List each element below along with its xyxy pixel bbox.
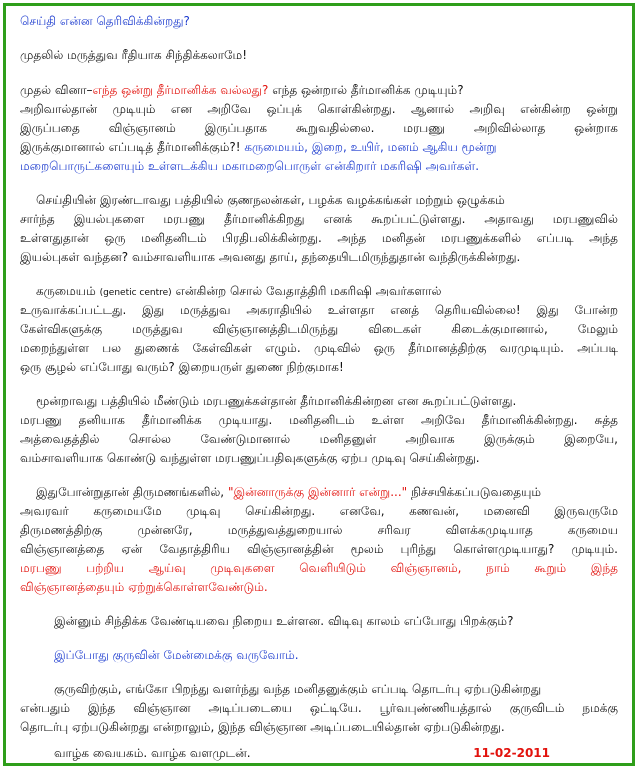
- p3-line-5: ஒரு சூழல் எப்போது வரும்? இறையருள் துணை நிற்குமாக!: [20, 360, 344, 374]
- p5-line-1: [36, 485, 618, 501]
- p1-prefix: முதல் வினா–: [20, 83, 93, 97]
- p3-term-english: (genetic centre): [99, 288, 172, 298]
- p5-line-1-a: இதுபோன்றுதான் திருமணங்களில்,: [36, 485, 228, 499]
- p1-rest: எந்த ஒன்றால் தீர்மானிக்க முடியும்?: [268, 83, 464, 97]
- p1-line-2: அறிவால்தான் முடியும் என அறிவே ஒப்புக் கொள்கின்றது. ஆனால் அறிவு என்கின்ற ஒன்று: [20, 102, 618, 116]
- p4-line-1: மூன்றாவது பத்தியில் மீண்டும் மரபணுக்கள்தான் தீர்மானிக்கின்றன என கூறப்பட்டுள்ளது.: [36, 394, 517, 408]
- p1-line-4: [20, 140, 618, 156]
- p4-line-3: அத்வைதத்தில் சொல்ல வேண்டுமானால் மனிதனுள் அறிவாக இருக்கும் இறையே,: [20, 432, 618, 446]
- intro-line: முதலில் மருத்துவ ரீதியாக சிந்திக்கலாமே!: [20, 48, 248, 62]
- p1-question: எந்த ஒன்று தீர்மானிக்க வல்லது?: [92, 83, 269, 97]
- p1-line-1: [20, 83, 618, 99]
- p5-line-6: விஞ்ஞானத்தையும் ஏற்றுக்கொள்ளவேண்டும்.: [20, 580, 268, 594]
- p6-line-3: தொடர்பு ஏற்படுகின்றது என்றாலும், இந்த விஞ்ஞான அடிப்படையில்தான் ஏற்படுகின்றது.: [20, 720, 505, 734]
- p5-line-2: அவரவர் கருமையமே முடிவு செய்கின்றது. எனவே, கணவன், மனைவி இருவருமே: [20, 504, 618, 518]
- p5-line-3: திருமணத்திற்கு முன்னரே, மருத்துவத்துறையால் சரிவர விளக்கமுடியாத கருமைய: [20, 523, 618, 537]
- closing-greeting: வாழ்க வையகம். வாழ்க வளமுடன்.: [54, 746, 251, 760]
- article-body: [20, 6, 618, 763]
- article-frame: [3, 3, 635, 766]
- p5-line-4: விஞ்ஞானத்தை ஏன் வேதாத்திரிய விஞ்ஞானத்தின் மூலம் புரிந்து கொள்ளமுடியாது? முடியும்.: [20, 542, 618, 556]
- p2-line-2: சார்ந்த இயல்புகளை மரபணு தீர்மானிக்கிறது எனக் கூறப்பட்டுள்ளது. அதாவது மரபணுவில்: [20, 212, 618, 226]
- p3-line-4: மறைந்துள்ள பல துணைக் கேள்விகள் எழும். முடிவில் ஒரு தீர்மானத்திற்கு வரமுடியும். அப்படி: [20, 341, 618, 355]
- heading: செய்தி என்ன தெரிவிக்கின்றது?: [20, 14, 190, 28]
- p2-line-1: செய்தியின் இரண்டாவது பத்தியில் குணநலன்கள், பழக்க வழக்கங்கள் மற்றும் ஒழுக்கம்: [36, 193, 505, 207]
- date-stamp: 11-02-2011: [473, 746, 550, 760]
- p6-line-2: என்பதும் இந்த விஞ்ஞான அடிப்படையை ஒட்டியே. பூர்வபுண்ணியத்தால் குருவிடம் நமக்கு: [20, 701, 618, 715]
- question-line-1: இன்னும் சிந்திக்க வேண்டியவை நிறைய உள்ளன. விடிவு காலம் எப்போது பிறக்கும்?: [54, 614, 514, 628]
- p1-line-4-a: இருக்குமானால் எப்படித் தீர்மானிக்கும்?!: [20, 140, 245, 154]
- p1-line-4-b: கருமையம், இறை, உயிர், மனம் ஆகிய மூன்று: [244, 140, 497, 154]
- p4-line-2: மரபணு தனியாக தீர்மானிக்க முடியாது. மனிதனிடம் உள்ள அறிவே தீர்மானிக்கின்றது. சுத்த: [20, 413, 618, 427]
- p1-line-3: இருப்பதை விஞ்ஞானம் இருப்பதாக கூறுவதில்லை. மரபணு அறிவில்லாத ஒன்றாக: [20, 121, 618, 135]
- p5-line-5: மரபணு பற்றிய ஆய்வு முடிவுகளை வெளியிடும் விஞ்ஞானம், நாம் கூறும் இந்த: [20, 561, 618, 575]
- p4-line-4: வம்சாவளியாக கொண்டு வந்துள்ள மரபணுப்பதிவுகளுக்கு ஏற்ப முடிவு செய்கின்றது.: [20, 451, 480, 465]
- p6-line-1: குருவிற்கும், எங்கோ பிறந்து வளர்ந்து வந்த மனிதனுக்கும் எப்படி தொடர்பு ஏற்படுகின்றது: [54, 682, 542, 696]
- p5-line-1-c: நிச்சயிக்கப்படுவதையும்: [407, 485, 542, 499]
- p2-line-4: இயல்புகள் வந்தன? வம்சாவளியாக அவனது தாய், தந்தையிடமிருந்துதான் வந்திருக்கின்றது.: [20, 250, 521, 264]
- p3-line-1: [36, 284, 618, 300]
- p1-line-5: மறைபொருட்களையும் உள்ளடக்கிய மகாமறைபொருள் என்கிறார் மகரிஷி அவர்கள்.: [20, 159, 480, 173]
- p5-quote: "இன்னாருக்கு இன்னார் என்று...": [227, 485, 408, 499]
- p3-line-1-rest: என்கின்ற சொல் வேதாத்திரி மகரிஷி அவர்களால்: [171, 284, 442, 298]
- question-line-2: இப்போது குருவின் மேன்மைக்கு வருவோம்.: [54, 648, 299, 662]
- p3-term: கருமையம்: [36, 284, 100, 298]
- p2-line-3: உள்ளதுதான் ஒரு மனிதனிடம் பிரதிபலிக்கின்றது. அந்த மனிதன் மரபணுக்களில் எப்படி அந்த: [20, 231, 618, 245]
- p3-line-3: கேள்விகளுக்கு மருத்துவ விஞ்ஞானத்திடமிருந்து விடைகள் கிடைக்குமானால், மேலும்: [20, 322, 618, 336]
- p3-line-2: உருவாக்கப்பட்டது. இது மருத்துவ அகராதியில் உள்ளதா எனத் தெரியவில்லை! இது போன்ற: [20, 303, 618, 317]
